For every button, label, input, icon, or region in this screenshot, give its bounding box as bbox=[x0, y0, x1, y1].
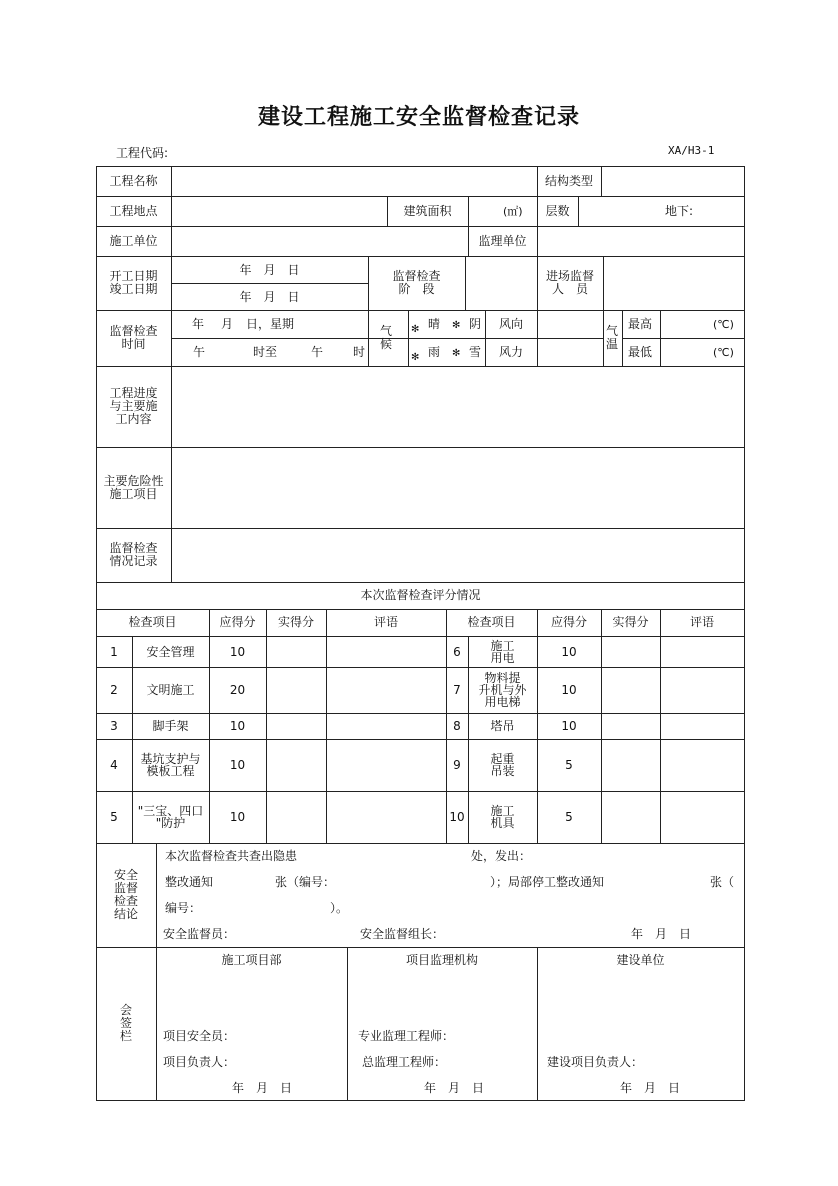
sunny-star-icon[interactable]: ✻ bbox=[411, 324, 420, 335]
vertical-label-char: 安全 bbox=[114, 868, 139, 882]
header-actual-score-left: 实得分 bbox=[277, 615, 314, 629]
celsius-unit-1: (℃) bbox=[713, 318, 734, 331]
due-score: 20 bbox=[229, 683, 246, 697]
row-number: 5 bbox=[110, 810, 118, 824]
construction-unit-field[interactable] bbox=[172, 227, 467, 255]
row-number: 2 bbox=[110, 683, 118, 697]
conclusion-number: 编号： bbox=[165, 901, 202, 915]
actual-score-input[interactable] bbox=[267, 740, 325, 790]
row-number: 10 bbox=[449, 810, 465, 824]
supervision-unit-label: 监理单位 bbox=[478, 234, 527, 248]
time-year: 年 bbox=[192, 317, 205, 331]
check-item-name: 起重 bbox=[490, 752, 515, 766]
inspect-stage-label: 监督检查 bbox=[392, 269, 441, 283]
chief-engineer: 总监理工程师： bbox=[362, 1055, 447, 1069]
row-number: 7 bbox=[453, 683, 461, 697]
comment-input[interactable] bbox=[661, 637, 743, 666]
signoff-supervision: 项目监理机构 bbox=[405, 953, 478, 967]
due-score: 10 bbox=[561, 645, 577, 659]
cloudy-label: 阴 bbox=[469, 317, 482, 331]
check-item-name: 塔吊 bbox=[490, 719, 515, 733]
check-item-name: 吊装 bbox=[490, 764, 515, 778]
celsius-unit-2: (℃) bbox=[713, 346, 734, 359]
check-item-name: 文明施工 bbox=[146, 683, 195, 697]
snow-star-icon[interactable]: ✻ bbox=[452, 348, 461, 359]
check-item-name: 安全管理 bbox=[146, 645, 195, 659]
project-site-label: 工程地点 bbox=[109, 204, 158, 218]
entry-supervisor-label-2: 人 员 bbox=[551, 282, 588, 296]
comment-input[interactable] bbox=[327, 792, 445, 842]
check-item-name: "防护 bbox=[155, 816, 186, 830]
actual-score-input[interactable] bbox=[602, 637, 659, 666]
due-score: 5 bbox=[565, 758, 573, 772]
actual-score-input[interactable] bbox=[267, 668, 325, 712]
danger-items-label-2: 施工项目 bbox=[109, 487, 158, 501]
inspection-record-field[interactable] bbox=[172, 529, 743, 581]
header-check-item-left: 检查项目 bbox=[128, 615, 177, 629]
check-item-name: 用电梯 bbox=[484, 695, 521, 709]
check-item-name: 物料提 bbox=[484, 671, 521, 685]
due-score: 10 bbox=[229, 758, 246, 772]
due-score: 10 bbox=[229, 645, 246, 659]
progress-label: 工程进度 bbox=[109, 386, 158, 400]
inspect-time-label-2: 时间 bbox=[121, 337, 146, 351]
comment-input[interactable] bbox=[661, 668, 743, 712]
check-item-name: 基坑支护与 bbox=[140, 752, 201, 766]
progress-field[interactable] bbox=[172, 367, 743, 446]
vertical-label-char: 签 bbox=[120, 1016, 133, 1030]
rain-label: 雨 bbox=[428, 345, 441, 359]
comment-input[interactable] bbox=[327, 714, 445, 738]
rain-star-icon[interactable]: ✻ bbox=[411, 352, 420, 363]
temperature-label-2: 温 bbox=[606, 337, 619, 351]
time-month: 月 bbox=[221, 317, 234, 331]
project-site-field[interactable] bbox=[172, 197, 386, 225]
comment-input[interactable] bbox=[327, 740, 445, 790]
danger-items-label: 主要危险性 bbox=[103, 474, 164, 488]
check-item-name: 用电 bbox=[490, 651, 515, 665]
temperature-label: 气 bbox=[606, 324, 619, 338]
project-name-field[interactable] bbox=[172, 167, 536, 195]
actual-score-input[interactable] bbox=[602, 714, 659, 738]
signoff-construction-dept: 施工项目部 bbox=[221, 953, 282, 967]
comment-input[interactable] bbox=[661, 714, 743, 738]
check-item-name: 升机与外 bbox=[478, 683, 527, 697]
structure-type-label: 结构类型 bbox=[544, 174, 593, 188]
row-number: 1 bbox=[110, 645, 118, 659]
inspect-stage-label-2: 阶 段 bbox=[398, 282, 435, 296]
header-comment-left: 评语 bbox=[373, 615, 398, 629]
comment-input[interactable] bbox=[661, 740, 743, 790]
inspection-record-label: 监督检查 bbox=[109, 541, 158, 555]
safety-inspector-label: 安全监督员： bbox=[163, 927, 236, 941]
signoff-date-3: 年 月 日 bbox=[620, 1081, 681, 1095]
wind-force-label: 风力 bbox=[498, 345, 523, 359]
project-manager: 项目负责人： bbox=[163, 1055, 236, 1069]
comment-input[interactable] bbox=[661, 792, 743, 842]
due-score: 10 bbox=[561, 719, 577, 733]
vertical-label-char: 监督 bbox=[114, 881, 139, 895]
actual-score-input[interactable] bbox=[602, 668, 659, 712]
row-number: 9 bbox=[453, 758, 461, 772]
check-item-name: 机具 bbox=[490, 816, 515, 830]
time-to: 时至 bbox=[253, 345, 278, 359]
due-score: 5 bbox=[565, 810, 573, 824]
structure-type-field[interactable] bbox=[602, 167, 743, 195]
due-score: 10 bbox=[229, 719, 246, 733]
time-am-pm-1: 午 bbox=[193, 345, 206, 359]
sunny-label: 晴 bbox=[428, 317, 441, 331]
conclusion-stop-notice: ）；局部停工整改通知 bbox=[490, 875, 605, 889]
header-comment-right: 评语 bbox=[689, 615, 714, 629]
header-check-item-right: 检查项目 bbox=[467, 615, 516, 629]
conclusion-line1-b: 处，发出： bbox=[471, 849, 532, 863]
signoff-owner: 建设单位 bbox=[616, 953, 665, 967]
underground-label: 地下: bbox=[665, 204, 694, 218]
form-number: XA/H3-1 bbox=[668, 144, 715, 157]
conclusion-stop-no: 张（ bbox=[710, 875, 735, 889]
building-area-label: 建筑面积 bbox=[403, 204, 452, 218]
check-item-name: 模板工程 bbox=[146, 764, 195, 778]
end-date-label: 竣工日期 bbox=[109, 282, 158, 296]
comment-input[interactable] bbox=[327, 668, 445, 712]
check-item-name: 施工 bbox=[490, 639, 515, 653]
conclusion-rectify-notice: 整改通知 bbox=[165, 875, 214, 889]
time-am-pm-2: 午 bbox=[311, 345, 324, 359]
project-code-label: 工程代码: bbox=[116, 146, 169, 160]
row-number: 4 bbox=[110, 758, 118, 772]
floors-label: 层数 bbox=[545, 204, 570, 218]
time-day-week: 日，星期 bbox=[246, 317, 295, 331]
weather-label: 气 bbox=[380, 324, 393, 338]
project-name-label: 工程名称 bbox=[109, 174, 158, 188]
signoff-date-1: 年 月 日 bbox=[232, 1081, 293, 1095]
entry-supervisor-label: 进场监督 bbox=[545, 269, 594, 283]
progress-label-3: 工内容 bbox=[115, 412, 152, 426]
start-date-label: 开工日期 bbox=[109, 269, 158, 283]
check-item-name: 脚手架 bbox=[152, 719, 189, 733]
supervision-unit-field[interactable] bbox=[538, 227, 743, 255]
inspect-time-label: 监督检查 bbox=[109, 324, 158, 338]
actual-score-input[interactable] bbox=[602, 740, 659, 790]
danger-items-field[interactable] bbox=[172, 448, 743, 527]
actual-score-input[interactable] bbox=[267, 792, 325, 842]
end-date-value[interactable]: 年 月 日 bbox=[239, 290, 300, 304]
due-score: 10 bbox=[561, 683, 577, 697]
snow-label: 雪 bbox=[469, 345, 482, 359]
weather-label-2: 候 bbox=[380, 337, 393, 351]
inspection-leader-label: 安全监督组长： bbox=[360, 927, 445, 941]
temp-min-label: 最低 bbox=[628, 345, 653, 359]
comment-input[interactable] bbox=[327, 637, 445, 666]
construction-unit-label: 施工单位 bbox=[109, 234, 158, 248]
inspection-record-label-2: 情况记录 bbox=[109, 554, 158, 568]
vertical-label-char: 会 bbox=[120, 1003, 133, 1017]
vertical-label-char: 检查 bbox=[114, 894, 139, 908]
vertical-label-char: 结论 bbox=[114, 907, 139, 921]
signoff-date-2: 年 月 日 bbox=[424, 1081, 485, 1095]
area-unit: (㎡) bbox=[503, 205, 523, 218]
due-score: 10 bbox=[229, 810, 246, 824]
vertical-label-char: 栏 bbox=[120, 1029, 133, 1043]
header-due-score-left: 应得分 bbox=[219, 615, 256, 629]
specialist-engineer: 专业监理工程师： bbox=[358, 1029, 455, 1043]
row-number: 6 bbox=[453, 645, 461, 659]
page-title: 建设工程施工安全监督检查记录 bbox=[257, 105, 580, 130]
row-number: 8 bbox=[453, 719, 461, 733]
conclusion-rectify-no: 张（编号： bbox=[275, 875, 336, 889]
check-item-name: "三宝、四口 bbox=[137, 804, 204, 818]
actual-score-input[interactable] bbox=[267, 637, 325, 666]
conclusion-number-end: ）。 bbox=[330, 901, 349, 915]
row-number: 3 bbox=[110, 719, 118, 733]
score-section-title: 本次监督检查评分情况 bbox=[360, 588, 481, 602]
check-item-name: 施工 bbox=[490, 804, 515, 818]
actual-score-input[interactable] bbox=[267, 714, 325, 738]
conclusion-line1-a: 本次监督检查共查出隐患 bbox=[165, 849, 298, 863]
actual-score-input[interactable] bbox=[602, 792, 659, 842]
temp-max-label: 最高 bbox=[628, 317, 653, 331]
time-hour: 时 bbox=[353, 345, 366, 359]
project-safety-officer: 项目安全员： bbox=[163, 1029, 236, 1043]
progress-label-2: 与主要施 bbox=[109, 399, 158, 413]
cloudy-star-icon[interactable]: ✻ bbox=[452, 320, 461, 331]
conclusion-date: 年 月 日 bbox=[631, 927, 692, 941]
header-actual-score-right: 实得分 bbox=[612, 615, 649, 629]
header-due-score-right: 应得分 bbox=[550, 615, 587, 629]
wind-direction-label: 风向 bbox=[498, 317, 523, 331]
start-date-value[interactable]: 年 月 日 bbox=[239, 263, 300, 277]
owner-project-manager: 建设项目负责人： bbox=[547, 1055, 644, 1069]
